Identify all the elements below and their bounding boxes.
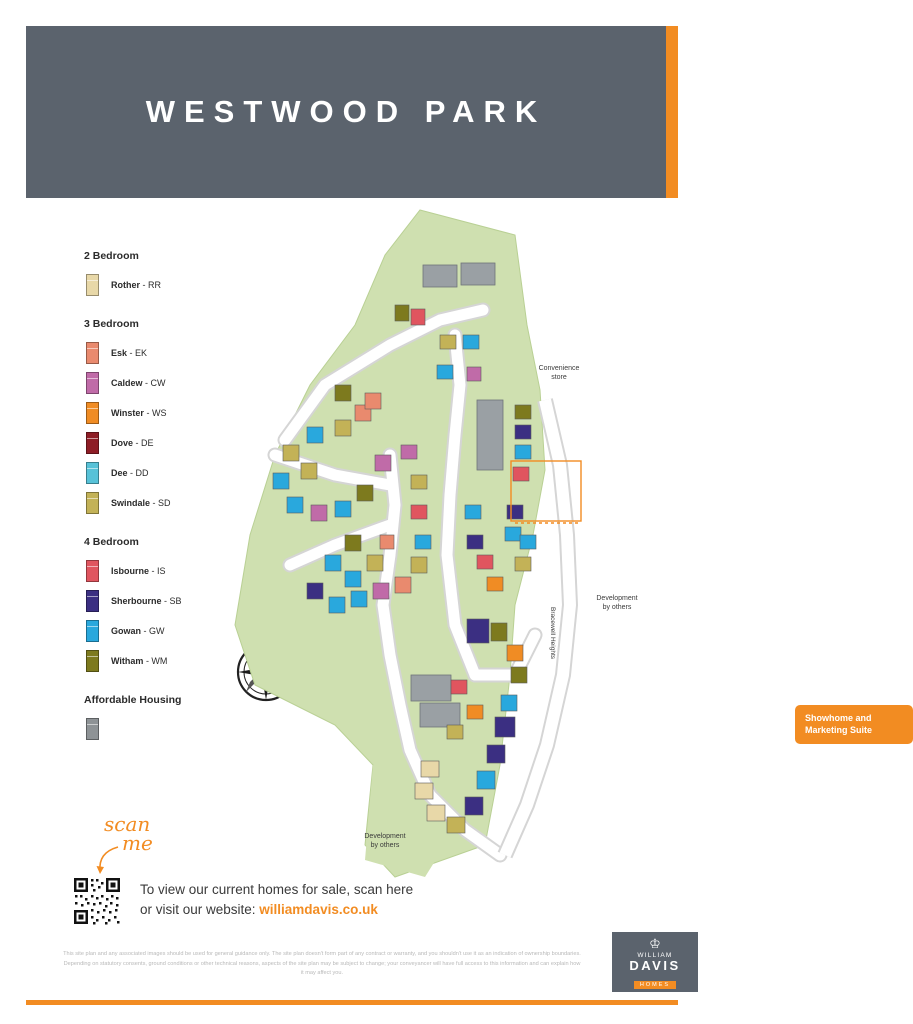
site-plan-svg: [215, 205, 685, 885]
legend-label-isbourne: Isbourne - IS: [111, 566, 166, 576]
curved-arrow-icon: [96, 845, 122, 875]
logo-line-1: WILLIAM: [637, 952, 673, 959]
legend-label-winster: Winster - WS: [111, 408, 167, 418]
disclaimer-text: This site plan and any associated images should be used for general guidance only. The site plan doesn't form part of any contract or warranty, and you shouldn't use it as an indication of ownership boundaries. Depending on statutory consents, ground conditions or other technical reasons, aspects of the site plan may be subject to change; your conveyancer will have full access to this information and can explain how it may affect you.: [63, 951, 581, 976]
header-band: [26, 26, 678, 198]
legend-heading-affordable: Affordable Housing: [84, 694, 182, 706]
legend-label-sherbourne: Sherbourne - SB: [111, 596, 182, 606]
map-street-name-bracewell-heights: Bracewell Heights: [549, 607, 556, 660]
map-label-development-by-others-east: Development by others: [596, 595, 638, 611]
scan-word-1: scan: [104, 812, 151, 836]
logo-line-3: HOMES: [634, 981, 676, 989]
swatch-gowan: [86, 620, 99, 642]
legend-heading-2bed: 2 Bedroom: [84, 250, 139, 262]
legend-label-dove: Dove - DE: [111, 438, 154, 448]
scan-cta-line2: [140, 900, 413, 920]
scan-cta-prefix: or visit our website:: [140, 902, 260, 918]
website-link[interactable]: williamdavis.co.uk: [259, 902, 378, 918]
map-label-convenience-store: Convenience store: [538, 365, 580, 381]
qr-code-icon[interactable]: [72, 876, 122, 926]
logo-mark-icon: ♔: [649, 936, 661, 951]
legend-label-esk: Esk - EK: [111, 348, 148, 358]
swatch-sherbourne: [86, 590, 99, 612]
swatch-dee: [86, 462, 99, 484]
scan-word-2: me: [122, 831, 153, 855]
header-accent-bar: [666, 26, 678, 198]
swatch-winster: [86, 402, 99, 424]
legend-label-dee: Dee - DD: [111, 468, 149, 478]
legend-heading-3bed: 3 Bedroom: [84, 318, 139, 330]
swatch-rother: [86, 274, 99, 296]
footer-accent-bar: [26, 1000, 678, 1005]
swatch-affordable: [86, 718, 99, 740]
legend-label-gowan: Gowan - GW: [111, 626, 165, 636]
legend-label-witham: Witham - WM: [111, 656, 168, 666]
showhome-marketing-suite-badge: Showhome and Marketing Suite: [795, 705, 913, 744]
scan-cta-line1: To view our current homes for sale, scan here: [140, 882, 414, 897]
swatch-swindale: [86, 492, 99, 514]
swatch-esk: [86, 342, 99, 364]
page-title: WESTWOOD PARK: [145, 94, 547, 129]
swatch-dove: [86, 432, 99, 454]
swatch-isbourne: [86, 560, 99, 582]
legend-label-caldew: Caldew - CW: [111, 378, 166, 388]
legend-label-swindale: Swindale - SD: [111, 498, 171, 508]
site-plan-map: [215, 205, 873, 885]
swatch-witham: [86, 650, 99, 672]
legend-label-rother: Rother - RR: [111, 280, 162, 290]
map-label-development-by-others-south: Development by others: [364, 833, 406, 849]
legend-heading-4bed: 4 Bedroom: [84, 536, 139, 548]
scan-cta: [140, 880, 413, 921]
william-davis-homes-logo: [612, 932, 698, 992]
logo-line-2: DAVIS: [629, 958, 681, 973]
swatch-caldew: [86, 372, 99, 394]
